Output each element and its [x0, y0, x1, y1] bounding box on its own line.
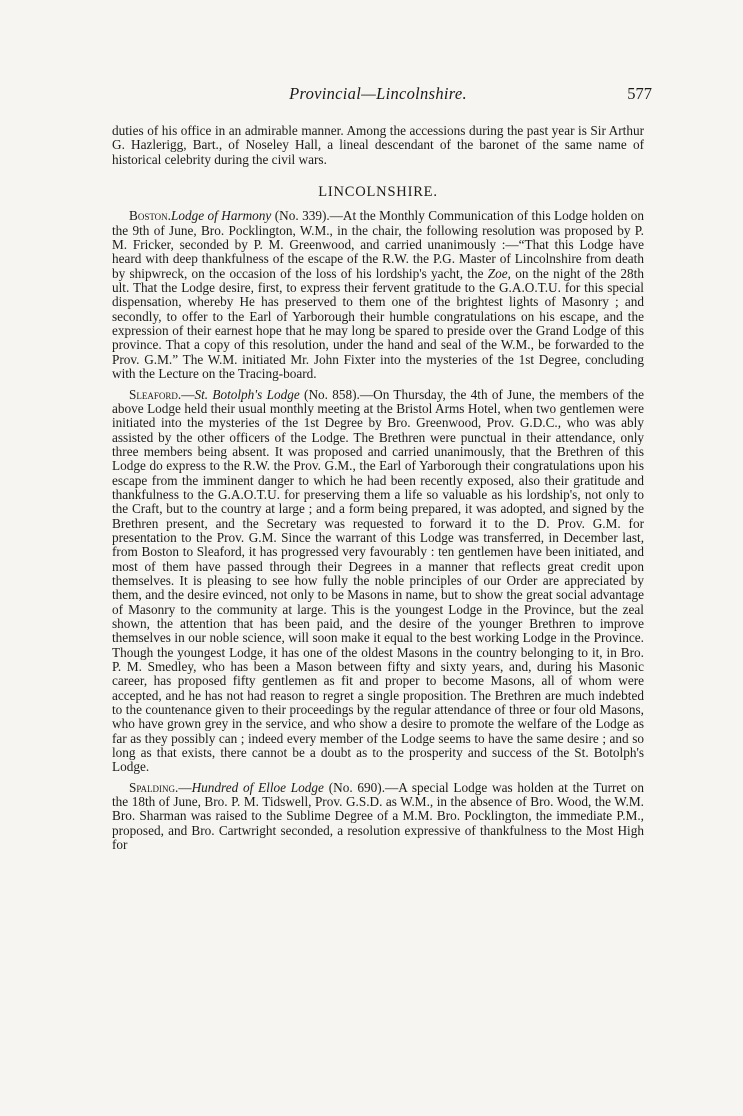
sleaford-place: Sleaford.: [129, 386, 182, 402]
spalding-lodge-name: Hundred of Elloe Lodge: [191, 779, 324, 795]
sleaford-paragraph: Sleaford.—St. Botolph's Lodge (No. 858).—On Thursday, the 4th of June, the members of the above Lodge held their usual monthly meeting at the Bristol Arms Hotel, when two gentlemen were initiated into the mysteries of the 1st Degree by Bro. Greenwood, Prov. G.D.C., who was ably assisted by the other officers of the Lodge. The Brethren were punctual in their attendance, only three members being absent. It was proposed and carried unanimously, that the Brethren of this Lodge do express to the R.W. the Prov. G.M., the Earl of Yarborough their congratulations upon his escape from the imminent danger to which he had been recently exposed, also their gratitude and thankfulness to the G.A.O.T.U. for preserving them a life so valuable as his lordship's, not only to the Craft, but to the country at large ; and a form being prepared, it was adopted, and signed by the Brethren present, and the Secretary was requested to forward it to the D. Prov. G.M. for presentation to the Prov. G.M. Since the warrant of this Lodge was transferred, in December last, from Boston to Sleaford, it has progressed very favourably : ten gentlemen have been initiated, and most of them have passed through their Degrees in a manner that reflects great credit upon themselves. It is pleasing to see how fully the noble principles of our Order are appreciated by them, and the desire evinced, not only to be Masons in name, but to show the great social advantage of Masonry to the community at large. This is the youngest Lodge in the Province, but the zeal shown, the attention that has been paid, and the desire of the younger Brethren to improve themselves in our noble science, will soon make it equal to the best working Lodge in the Province. Though the youngest Lodge, it has one of the oldest Masons in the country belonging to it, in Bro. P. M. Smedley, who has been a Mason between fifty and sixty years, and, during his Masonic career, has proposed fifty gentlemen as fit and proper to become Masons, all of whom were accepted, and he has not had reason to regret a single proposition. The Brethren are much indebted to the countenance given to their proceedings by the regular attendance of three or four old Masons, who have grown grey in the service, and who show a desire to promote the welfare of the Lodge as far as they possibly can ; indeed every member of the Lodge seems to have the same desire ; and so long as that exists, there cannot be a doubt as to the prosperity and success of the St. Botolph's Lodge.: [112, 386, 645, 775]
sleaford-text: —On Thursday, the 4th of June, the members of the above Lodge held their usual monthly meeting at the Bristol Arms Hotel, when two gentlemen were initiated into the mysteries of the 1st Degree by Bro. Greenwood, Prov. G.D.C., who was ably assisted by the other officers of the Lodge. The Brethren were punctual in their attendance, only three members being absent. It was proposed and carried unanimously, that the Brethren of this Lodge do express to the R.W. the Prov. G.M., the Earl of Yarborough their congratulations upon his escape from the imminent danger to which he had been recently exposed, also their gratitude and thankfulness to the G.A.O.T.U. for preserving them a life so valuable as his lordship's, not only to the Craft, but to the country at large ; and a form being prepared, it was adopted, and signed by the Brethren present, and the Secretary was requested to forward it to the D. Prov. G.M. for presentation to the Prov. G.M. Since the warrant of this Lodge was transferred, in December last, from Boston to Sleaford, it has progressed very favourably : ten gentlemen have been initiated, and most of them have passed through their Degrees in a manner that reflects great credit upon themselves. It is pleasing to see how fully the noble principles of our Order are appreciated by them, and the desire evinced, not only to be Masons in name, but to show the great social advantage of Masonry to the community at large. This is the youngest Lodge in the Province, but the zeal shown, the attention that has been paid, and the desire of the younger Brethren to improve themselves in our noble science, will soon make it equal to the best working Lodge in the Province. Though the youngest Lodge, it has one of the oldest Masons in the country belonging to it, in Bro. P. M. Smedley, who has been a Mason between fifty and sixty years, and, during his Masonic career, has proposed fifty gentlemen as fit and proper to become Masons, all of whom were accepted, and he has not had reason to regret a single proposition. The Brethren are much indebted to the countenance given to their proceedings by the regular attendance of three or four old Masons, who have grown grey in the service, and who show a desire to promote the welfare of the Lodge as far as they possibly can ; indeed every member of the Lodge seems to have the same desire ; and so long as that exists, there cannot be a doubt as to the prosperity and success of the St. Botolph's Lodge.: [112, 386, 645, 775]
running-title: Provincial—Lincolnshire.: [289, 84, 467, 103]
boston-lodge-name: Lodge of Harmony: [171, 208, 272, 224]
section-heading: LINCOLNSHIRE.: [318, 184, 438, 201]
page-number: 577: [627, 84, 652, 103]
running-head: [112, 84, 652, 106]
spalding-paragraph: Spalding.—Hundred of Elloe Lodge (No. 690).—A special Lodge was holden at the Turret on the 18th of June, Bro. P. M. Tidswell, Prov. G.S.D. as W.M., in the absence of Bro. Wood, the W.M. Bro. Sharman was raised to the Sublime Degree of a M.M. Bro. Pocklington, the immediate P.M., proposed, and Bro. Cartwright seconded, a resolution expressive of thankfulness to the Most High for: [112, 779, 644, 853]
boston-lodge-number: (No. 339).: [274, 208, 330, 224]
sleaford-lodge-number: (No. 858).: [304, 386, 360, 402]
boston-text-b: , on the night of the 28th ult. That the Lodge desire, first, to express their fervent gratitude to the G.A.O.T.U. for this special dispensation, whereby He has preserved to them one of the brightest lights of Masonry ; and secondly, to offer to the Earl of Yarborough their humble congratulations on his escape, and the expression of their earnest hope that he may long be spared to preside over the Grand Lodge of this province. That a copy of this resolution, under the hand and seal of the W.M., be forwarded to the Prov. G.M.” The W.M. initiated Mr. John Fixter into the mysteries of the 1st Degree, concluding with the Lecture on the Tracing-board.: [112, 265, 644, 382]
spalding-text: —A special Lodge was holden at the Turret on the 18th of June, Bro. P. M. Tidswell, Prov. G.S.D. as W.M., in the absence of Bro. Wood, the W.M. Bro. Sharman was raised to the Sublime Degree of a M.M. Bro. Pocklington, the immediate P.M., proposed, and Bro. Cartwright seconded, a resolution expressive of thankfulness to the Most High for: [112, 779, 644, 853]
intro-paragraph: duties of his office in an admirable manner. Among the accessions during the past year is Sir Arthur G. Hazlerigg, Bart., of Noseley Hall, a lineal descendant of the baronet of the same name of historical celebrity during the civil wars.: [112, 123, 644, 167]
spalding-place: Spalding.: [129, 779, 179, 795]
body-text: [112, 124, 644, 853]
boston-paragraph: [112, 209, 644, 381]
spalding-lodge-number: (No. 690).: [328, 779, 386, 795]
sleaford-lodge-name: St. Botolph's Lodge: [194, 386, 300, 402]
boston-place: Boston.: [129, 208, 171, 224]
boston-text-a: —At the Monthly Communication of this Lodge holden on the 9th of June, Bro. Pocklington, W.M., in the chair, the following resolution was proposed by P. M. Fricker, seconded by P. M. Greenwood, and carried unanimously :—“That this Lodge have heard with deep thankfulness of the escape of the R.W. the P.G. Master of Lincolnshire from death by shipwreck, on the occasion of the loss of his lordship's yacht, the: [112, 208, 645, 281]
boston-yacht-name: Zoe: [487, 265, 508, 281]
